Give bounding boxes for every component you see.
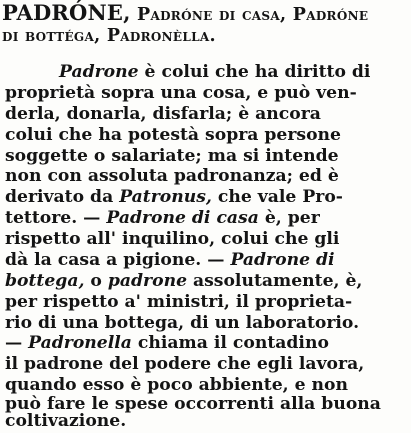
- body-text: chiama il contadino: [131, 333, 329, 354]
- body-line-7: [5, 186, 343, 208]
- entry-headword: PADRÓNE,: [2, 0, 131, 25]
- body-text: o: [84, 270, 108, 291]
- entry-variants: Padróne di casa, Padróne: [130, 5, 369, 25]
- body-line-8: [5, 207, 320, 229]
- body-line-12: [5, 291, 352, 313]
- body-text: colui che ha potestà sopra persone: [5, 124, 341, 145]
- body-line-1: [59, 61, 370, 83]
- term-padrone-2: padrone: [107, 270, 187, 291]
- body-text: che vale Pro-: [211, 187, 343, 208]
- body-text: —: [5, 333, 29, 354]
- body-text: soggette o salariate; ma si intende: [5, 145, 339, 166]
- body-line-6: [5, 165, 339, 187]
- body-text: assolutamente, è,: [187, 270, 363, 291]
- body-text: coltivazione.: [5, 411, 127, 431]
- body-text: è, per: [258, 208, 320, 229]
- body-line-15: [5, 353, 364, 375]
- body-line-14: [5, 332, 329, 354]
- entry-variants-continued: di bottéga, Padronèlla.: [2, 26, 216, 46]
- body-text: tettore. —: [5, 208, 107, 229]
- body-text: proprietà sopra una cosa, e può ven-: [5, 82, 357, 103]
- term-patronus: Patronus,: [119, 187, 212, 208]
- body-text: per rispetto a' ministri, il proprieta-: [5, 291, 353, 312]
- term-padronella: Padronella: [28, 333, 132, 354]
- term-bottega: bottega,: [5, 270, 85, 291]
- body-text: è colui che ha diritto di: [138, 62, 371, 82]
- body-line-3: [5, 103, 321, 125]
- body-text: rispetto all' inquilino, colui che gli: [5, 229, 340, 250]
- body-line-4: [5, 124, 341, 146]
- body-text: quando esso è poco abbiente, e non: [5, 375, 349, 396]
- term-padrone-di-casa: Padrone di casa: [106, 208, 259, 229]
- body-text: dà la casa a pigione. —: [5, 249, 231, 270]
- body-text: rio di una bottega, di un laboratorio.: [5, 312, 360, 333]
- entry-heading-line-2: [2, 25, 216, 47]
- body-line-10: [5, 249, 335, 271]
- body-text: derivato da: [5, 187, 120, 208]
- entry-heading-line-1: [2, 2, 368, 26]
- body-line-13: [5, 312, 359, 334]
- body-text: il padrone del podere che egli lavora,: [5, 354, 365, 375]
- body-text: può fare le spese occorrenti alla buona: [5, 394, 381, 415]
- body-line-18: [5, 410, 126, 432]
- body-line-2: [5, 82, 357, 104]
- body-text: non con assoluta padronanza; ed è: [5, 166, 339, 187]
- body-line-11: [5, 270, 362, 292]
- body-text: derla, donarla, disfarla; è ancora: [5, 103, 321, 124]
- body-line-5: [5, 145, 339, 167]
- term-padrone-di-bottega: Padrone di: [230, 249, 335, 270]
- term-padrone: Padrone: [59, 62, 139, 82]
- body-line-9: [5, 228, 339, 250]
